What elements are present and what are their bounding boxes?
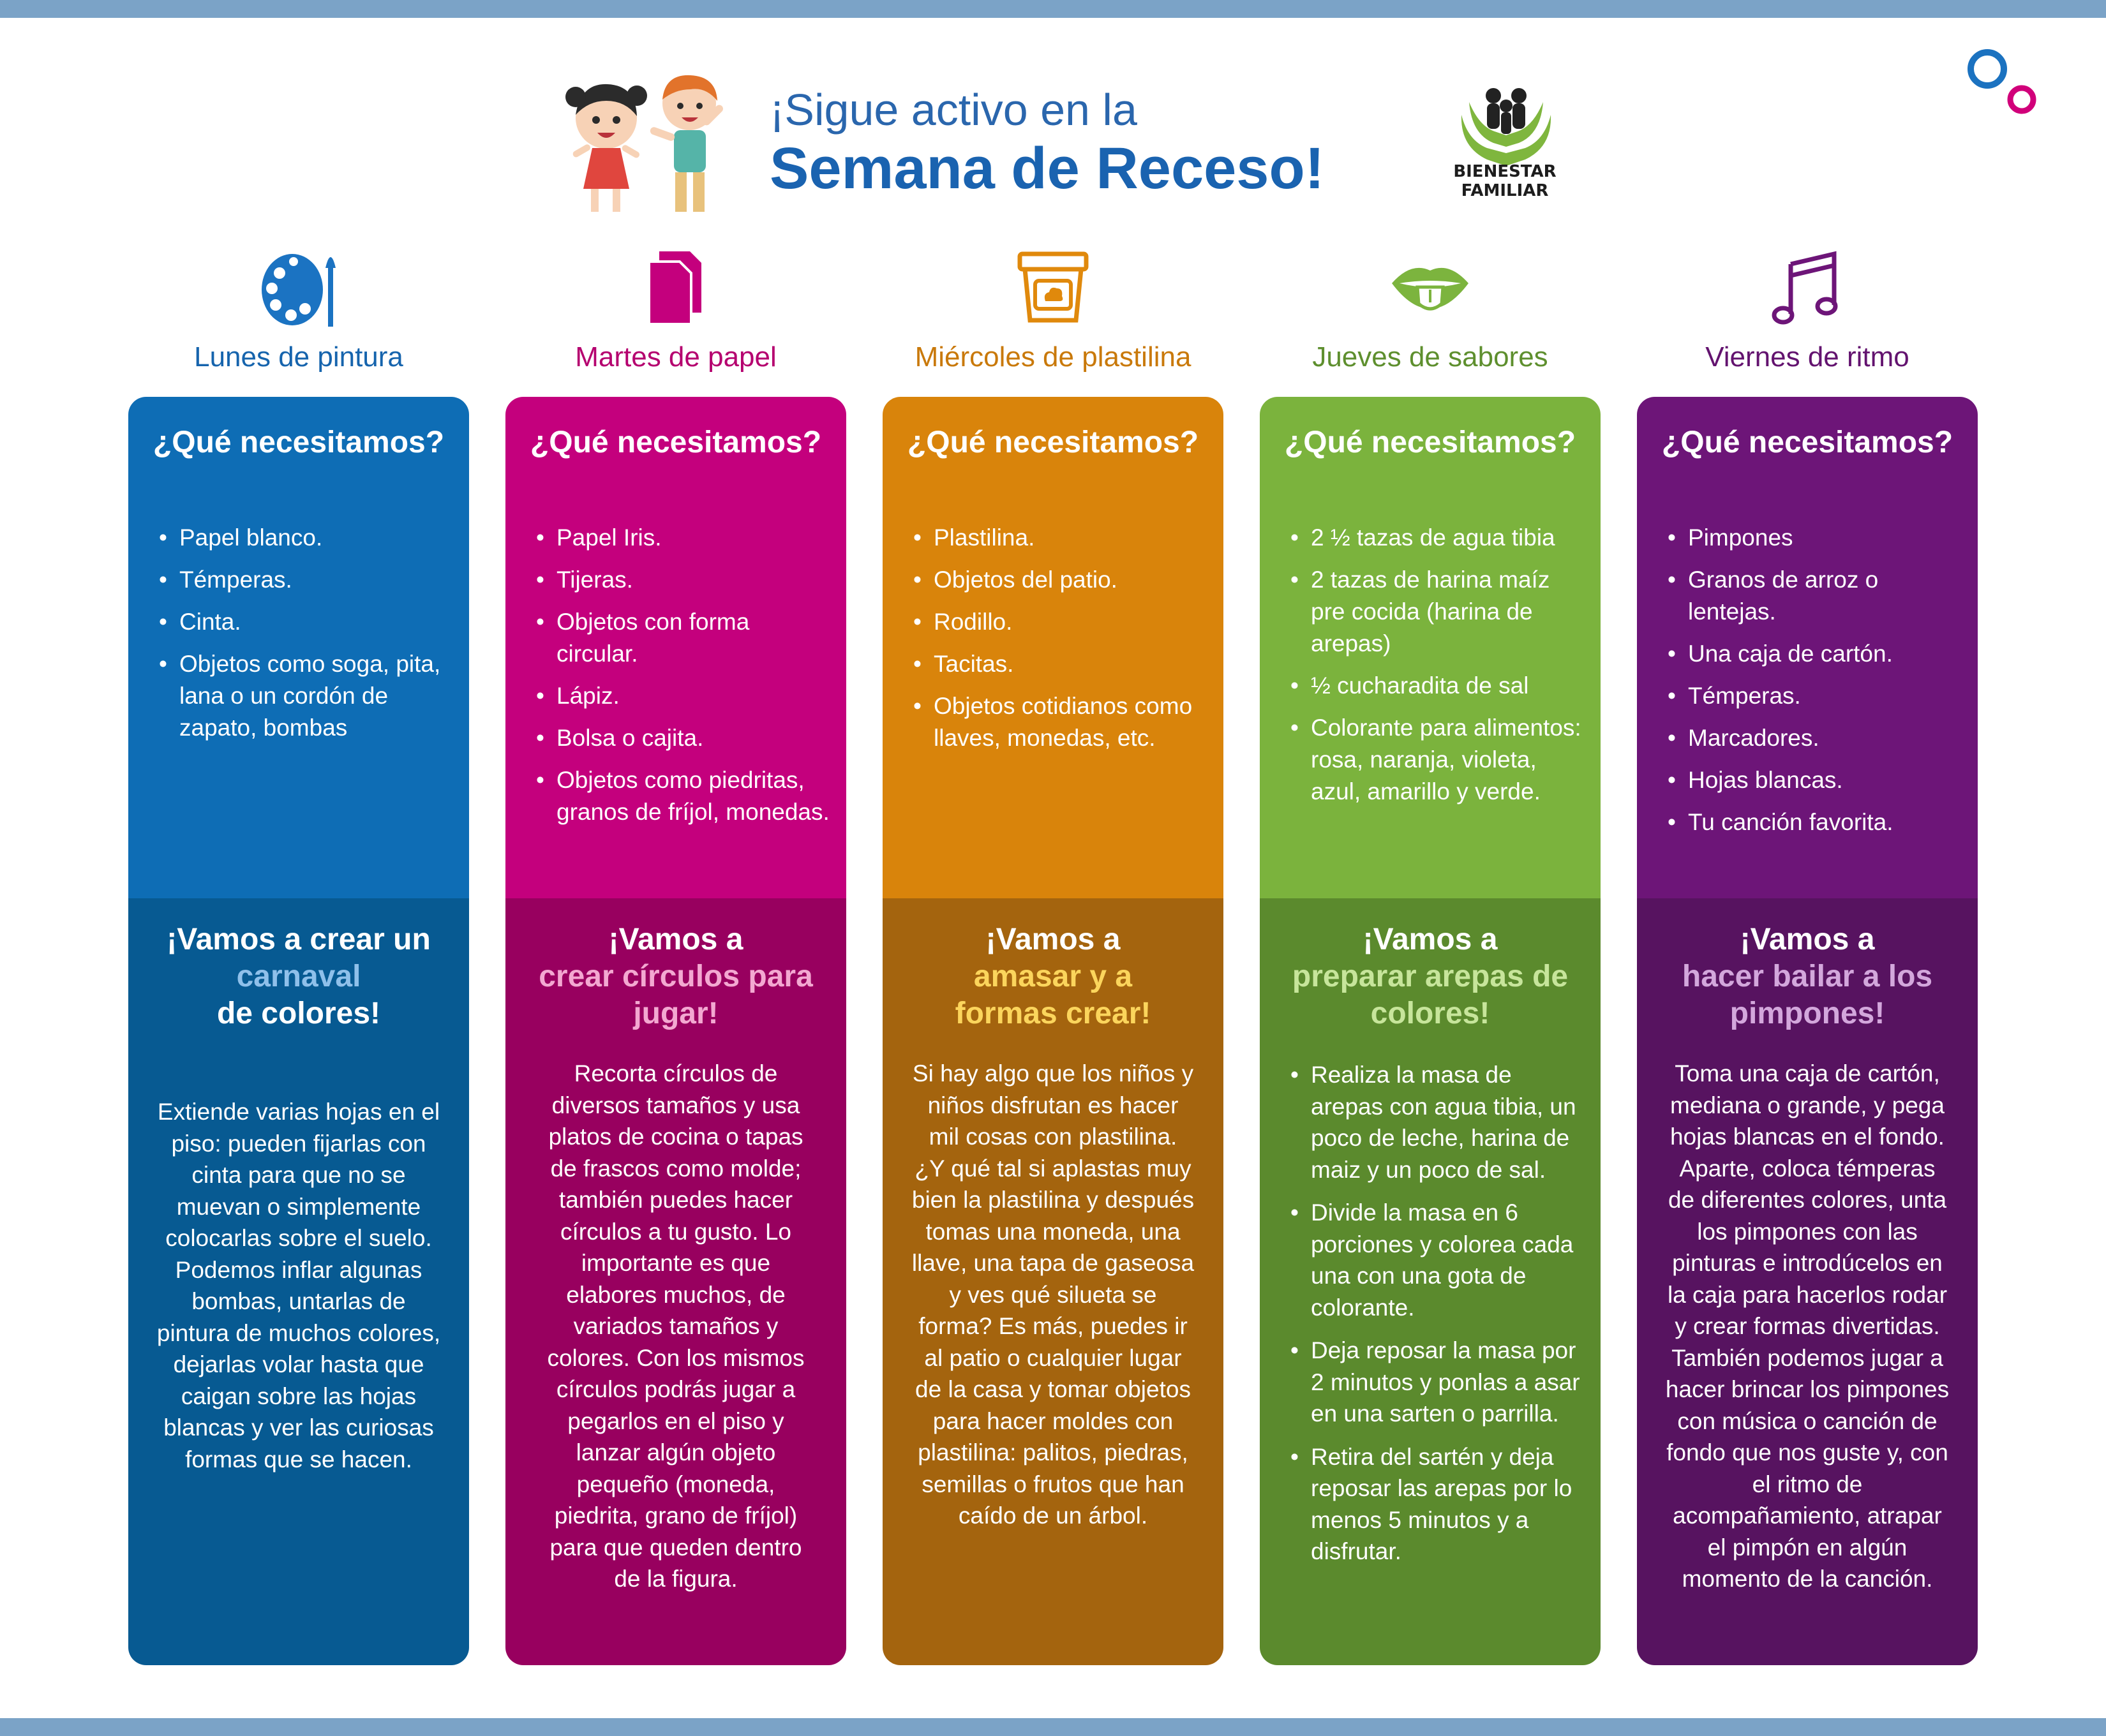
logo-line-2: FAMILIAR xyxy=(1461,181,1549,200)
list-item: • Rodillo. xyxy=(913,606,1207,638)
list-item: • Tijeras. xyxy=(536,564,830,596)
palette-icon xyxy=(254,242,343,332)
needs-list xyxy=(1290,522,1584,818)
activity-title: ¡Vamos a amasar y a formas crear! xyxy=(955,923,1151,1030)
needs-section xyxy=(505,397,846,898)
needs-section xyxy=(883,397,1223,898)
activity-section xyxy=(1260,898,1601,1665)
needs-section xyxy=(1260,397,1601,898)
activity-steps xyxy=(1290,1059,1583,1579)
activity-text: Si hay algo que los niños y niños disfrutan es hacer mil cosas con plastilina. ¿Y qué tal si aplastas muy bien la plastilina y después tomas una moneda, una llave, una tapa de gaseosa y ves qué silueta se forma? Es más, puedes ir al patio o cualquier lugar de la casa y tomar objetos para hacer moldes con plastilina: palitos, piedras, semillas o frutos que han caído de un árbol. xyxy=(911,1060,1195,1529)
list-item: • Papel Iris. xyxy=(536,522,830,554)
clay-jar-icon xyxy=(1008,242,1098,332)
activity-section xyxy=(1637,898,1978,1665)
card-tuesday xyxy=(505,397,846,1665)
top-frame-bar xyxy=(0,0,2106,18)
title-line-1: ¡Sigue activo en la xyxy=(770,85,1137,135)
day-label-thursday: Jueves de sabores xyxy=(1312,341,1548,373)
logo-line-1: BIENESTAR xyxy=(1453,162,1557,181)
kids-illustration xyxy=(555,64,747,223)
paper-sheets-icon xyxy=(631,242,721,332)
needs-section xyxy=(1637,397,1978,898)
needs-section xyxy=(128,397,469,898)
needs-list xyxy=(159,522,452,754)
list-item: • Hojas blancas. xyxy=(1668,764,1961,796)
day-label-friday: Viernes de ritmo xyxy=(1705,341,1909,373)
card-wednesday xyxy=(883,397,1223,1665)
bottom-frame-bar xyxy=(0,1718,2106,1736)
list-item: • 2 tazas de harina maíz pre cocida (harina de arepas) xyxy=(1290,564,1584,660)
activity-section xyxy=(128,898,469,1665)
list-item: • Divide la masa en 6 porciones y colorea cada una con una gota de colorante. xyxy=(1290,1197,1583,1323)
list-item: • Retira del sartén y deja reposar las arepas por lo menos 5 minutos y a disfrutar. xyxy=(1290,1441,1583,1568)
list-item: • Objetos con forma circular. xyxy=(536,606,830,670)
activity-title: ¡Vamos a crear un carnaval de colores! xyxy=(167,923,431,1030)
list-item: • Cinta. xyxy=(159,606,452,638)
activity-title: ¡Vamos a crear círculos para jugar! xyxy=(539,923,813,1030)
activity-section xyxy=(883,898,1223,1665)
needs-list xyxy=(1668,522,1961,849)
needs-list xyxy=(913,522,1207,764)
activity-text: Extiende varias hojas en el piso: pueden fijarlas con cinta para que no se muevan o simplemente colocarlas sobre el suelo. Podemos inflar algunas bombas, untarlas de pintura de muchos colores, dejarlas volar hasta que caigan sobre las hojas blancas y ver las curiosas formas que se hacen. xyxy=(156,1099,441,1473)
header-title xyxy=(770,83,1408,200)
list-item: • Témperas. xyxy=(159,564,452,596)
needs-title: ¿Qué necesitamos? xyxy=(153,426,445,459)
music-note-icon xyxy=(1763,242,1852,332)
title-line-2: Semana de Receso! xyxy=(770,136,1325,201)
activity-text: Recorta círculos de diversos tamaños y usa platos de cocina o tapas de frascos como molde; también puedes hacer círculos a tu gusto. Lo importante es que elabores muchos, de variados tamaños y colores. Con los mismos círculos podrás jugar a pegarlos en el piso y lanzar algún objeto pequeño (moneda, piedrita, grano de fríjol) para que queden dentro de la figura. xyxy=(547,1060,805,1592)
card-friday xyxy=(1637,397,1978,1665)
list-item: • Bolsa o cajita. xyxy=(536,722,830,754)
list-item: • Deja reposar la masa por 2 minutos y ponlas a asar en una sarten o parrilla. xyxy=(1290,1335,1583,1430)
list-item: • Una caja de cartón. xyxy=(1668,638,1961,670)
list-item: • Objetos del patio. xyxy=(913,564,1207,596)
day-label-wednesday: Miércoles de plastilina xyxy=(915,341,1191,373)
activity-title: ¡Vamos a preparar arepas de colores! xyxy=(1292,923,1569,1030)
list-item: • Marcadores. xyxy=(1668,722,1961,754)
list-item: • Tacitas. xyxy=(913,648,1207,680)
list-item: • Plastilina. xyxy=(913,522,1207,554)
rings-logo-icon xyxy=(1959,41,2042,124)
list-item: • Objetos como piedritas, granos de fríjol, monedas. xyxy=(536,764,830,828)
list-item: • Objetos cotidianos como llaves, monedas, etc. xyxy=(913,690,1207,754)
card-thursday xyxy=(1260,397,1601,1665)
day-label-tuesday: Martes de papel xyxy=(575,341,777,373)
list-item: • Témperas. xyxy=(1668,680,1961,712)
list-item: • Granos de arroz o lentejas. xyxy=(1668,564,1961,628)
day-label-monday: Lunes de pintura xyxy=(194,341,403,373)
list-item: • Objetos como soga, pita, lana o un cordón de zapato, bombas xyxy=(159,648,452,744)
list-item: • ½ cucharadita de sal xyxy=(1290,670,1584,702)
needs-list xyxy=(536,522,830,838)
list-item: • 2 ½ tazas de agua tibia xyxy=(1290,522,1584,554)
list-item: • Lápiz. xyxy=(536,680,830,712)
list-item: • Tu canción favorita. xyxy=(1668,806,1961,838)
needs-title: ¿Qué necesitamos? xyxy=(1284,426,1576,459)
needs-title: ¿Qué necesitamos? xyxy=(530,426,822,459)
list-item: • Colorante para alimentos: rosa, naranja, violeta, azul, amarillo y verde. xyxy=(1290,712,1584,808)
bienestar-familiar-wordmark xyxy=(1441,162,1569,200)
card-monday xyxy=(128,397,469,1665)
list-item: • Papel blanco. xyxy=(159,522,452,554)
list-item: • Pimpones xyxy=(1668,522,1961,554)
needs-title: ¿Qué necesitamos? xyxy=(1661,426,1953,459)
list-item: • Realiza la masa de arepas con agua tibia, un poco de leche, harina de maiz y un poco de sal. xyxy=(1290,1059,1583,1185)
activity-section xyxy=(505,898,846,1665)
needs-title: ¿Qué necesitamos? xyxy=(907,426,1199,459)
activity-text: Toma una caja de cartón, mediana o grande, y pega hojas blancas en el fondo. Aparte, coloca témperas de diferentes colores, unta los pimpones con las pinturas e introdúcelos en la caja para hacerlos rodar y crear formas divertidas. También podemos jugar a hacer brincar los pimpones con música o canción de fondo que nos guste y, con el ritmo de acompañamiento, atrapar el pimpón en algún momento de la canción. xyxy=(1665,1060,1950,1592)
activity-title: ¡Vamos a hacer bailar a los pimpones! xyxy=(1682,923,1933,1030)
tongue-mouth-icon xyxy=(1385,242,1475,332)
